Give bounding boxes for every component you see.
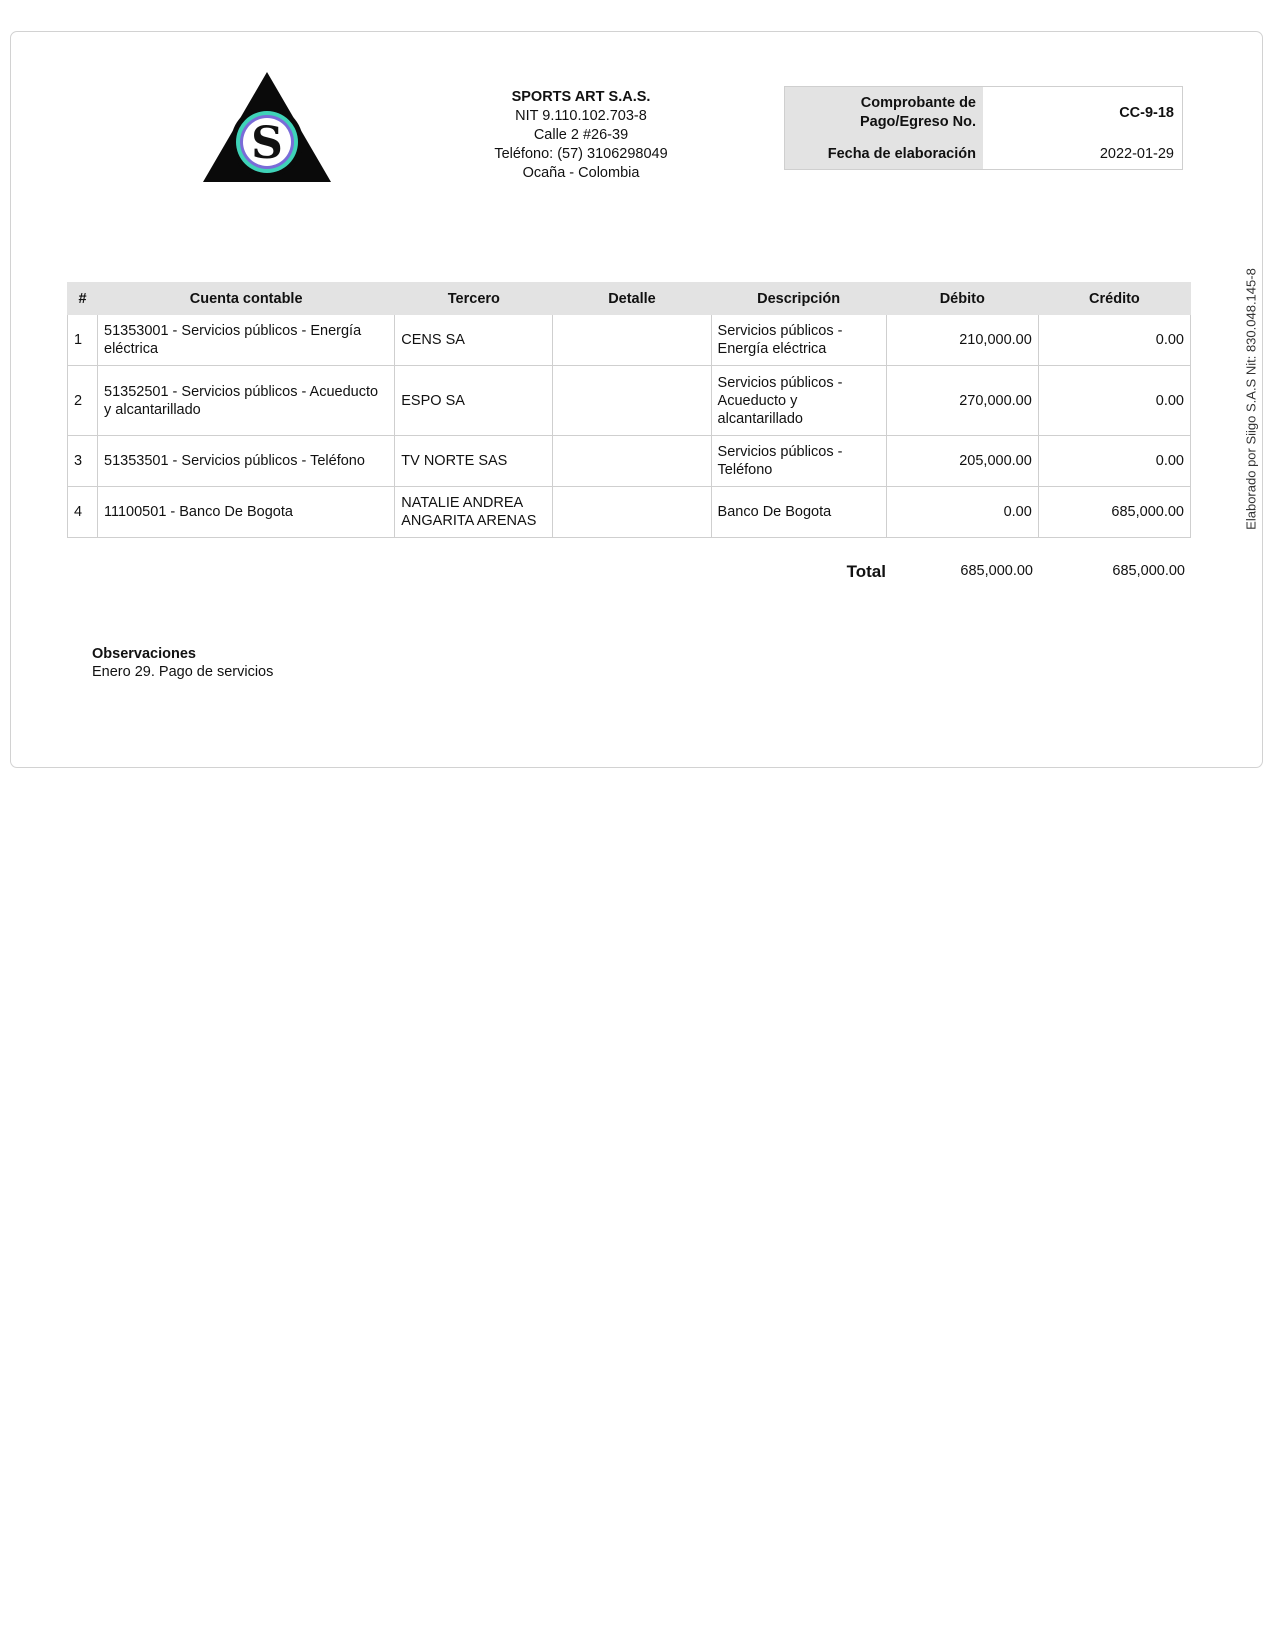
document-number: CC-9-18 [1119,105,1174,121]
totals-debit: 685,000.00 [960,563,1033,579]
company-name: SPORTS ART S.A.S. [511,89,651,105]
col-credit-header: Crédito [1038,283,1190,315]
table-row [68,436,1191,487]
document-info-box [784,86,1183,170]
row-third-party: TV NORTE SAS [395,436,553,487]
row-debit: 270,000.00 [886,366,1038,436]
row-account: 51353001 - Servicios públicos - Energía eléctrica [98,315,395,366]
table-header-row [68,283,1191,315]
row-number: 1 [68,315,98,366]
col-account-header: Cuenta contable [98,283,395,315]
row-credit: 0.00 [1038,315,1190,366]
accounting-entries-table [67,282,1191,538]
company-logo-icon [203,70,339,186]
col-description-header: Descripción [711,283,886,315]
row-number: 2 [68,366,98,436]
col-number-header: # [68,283,98,315]
table-row [68,366,1191,436]
table-row [68,487,1191,538]
row-credit: 0.00 [1038,436,1190,487]
totals-credit: 685,000.00 [1112,563,1185,579]
observations [92,645,273,681]
row-third-party: ESPO SA [395,366,553,436]
row-detail [553,487,711,538]
row-account: 51353501 - Servicios públicos - Teléfono [98,436,395,487]
row-description: Servicios públicos - Acueducto y alcantarillado [711,366,886,436]
col-debit-header: Débito [886,283,1038,315]
col-third-party-header: Tercero [395,283,553,315]
row-credit: 0.00 [1038,366,1190,436]
row-debit: 205,000.00 [886,436,1038,487]
row-detail [553,436,711,487]
document-number-label: Comprobante de Pago/Egreso No. [785,87,983,139]
company-city: Ocaña - Colombia [522,165,640,181]
row-number: 4 [68,487,98,538]
svg-text:S: S [251,118,283,169]
row-account: 51352501 - Servicios públicos - Acueducto y alcantarillado [98,366,395,436]
row-credit: 685,000.00 [1038,487,1190,538]
row-detail [553,366,711,436]
row-third-party: CENS SA [395,315,553,366]
row-number: 3 [68,436,98,487]
row-third-party: NATALIE ANDREA ANGARITA ARENAS [395,487,553,538]
document-date: 2022-01-29 [1099,146,1174,162]
row-debit: 0.00 [886,487,1038,538]
document-date-label: Fecha de elaboración [785,139,983,169]
software-credit-text: Elaborado por Siigo S.A.S Nit: 830.048.145-8 [1243,268,1259,530]
table-row [68,315,1191,366]
company-address: Calle 2 #26-39 [533,127,629,143]
row-account: 11100501 - Banco De Bogota [98,487,395,538]
company-info [470,88,692,183]
col-detail-header: Detalle [553,283,711,315]
totals-row [0,562,1275,586]
company-nit: NIT 9.110.102.703-8 [515,108,647,124]
row-description: Banco De Bogota [711,487,886,538]
observations-title: Observaciones [92,646,196,662]
totals-label: Total [846,562,886,581]
row-detail [553,315,711,366]
row-debit: 210,000.00 [886,315,1038,366]
row-description: Servicios públicos - Energía eléctrica [711,315,886,366]
company-phone: Teléfono: (57) 3106298049 [494,146,668,162]
row-description: Servicios públicos - Teléfono [711,436,886,487]
observations-text: Enero 29. Pago de servicios [92,664,274,680]
